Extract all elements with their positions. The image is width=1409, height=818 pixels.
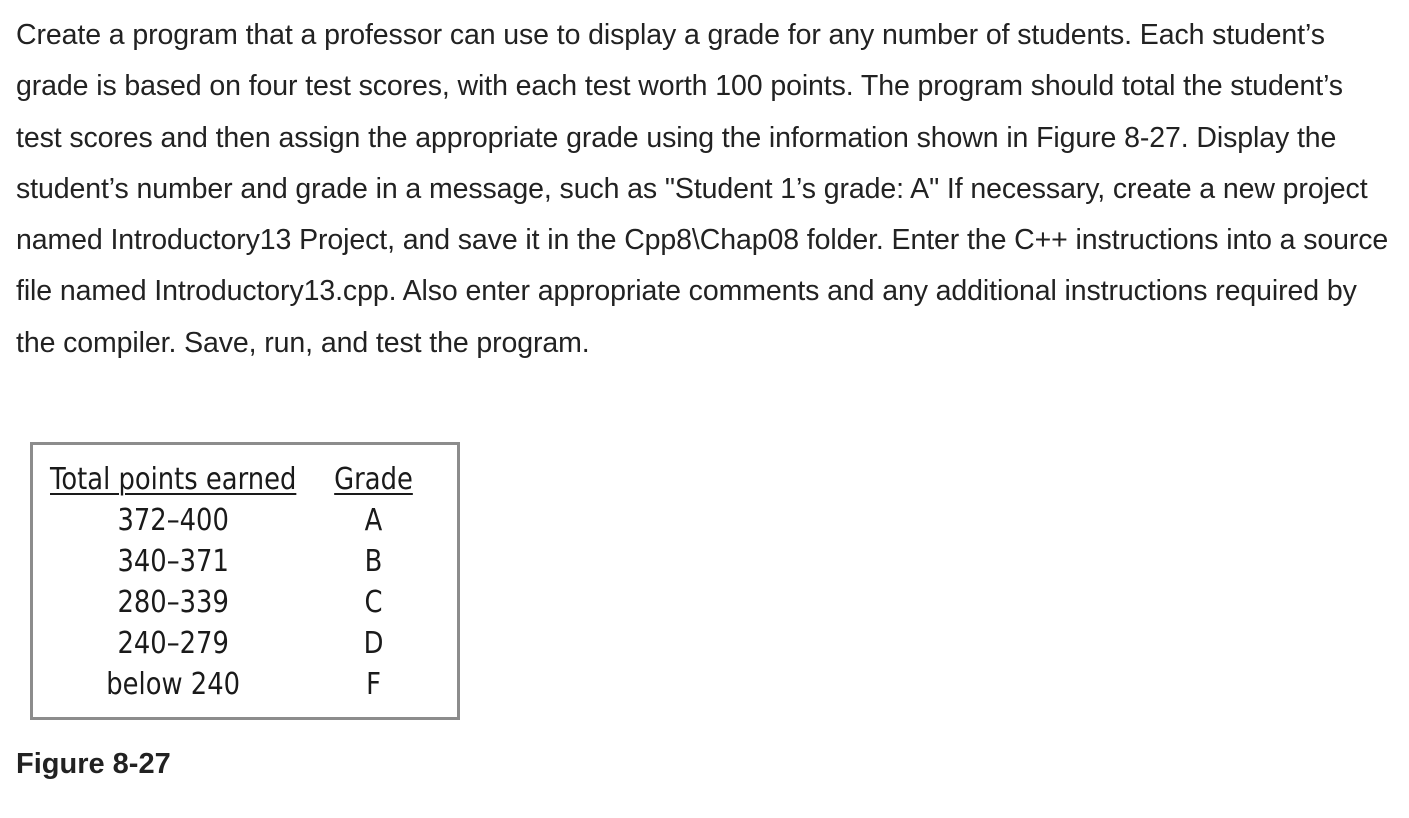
problem-statement: Create a program that a professor can use to display a grade for any number of students. Each student’s grade is based on four test scores, with each test worth 100 points. The program should total the student’s test scores and then assign the appropriate grade using the information shown in Figure 8-27. Display the student’s number and grade in a message, such as "Student 1’s grade: A" If necessary, create a new project named Introductory13 Project, and save it in the Cpp8\Chap08 folder. Enter the C++ instructions into a source file named Introductory13.cpp. Also enter appropriate comments and any additional instructions required by the compiler. Save, run, and test the program. (16, 19, 1389, 359)
points-range-cell: below 240 (106, 667, 241, 702)
table-header-row (50, 459, 413, 500)
grade-cell: A (364, 503, 383, 538)
figure-8-27-box (30, 442, 460, 720)
table-row (50, 623, 413, 664)
header-total-points-earned: Total points earned (50, 462, 297, 497)
points-range-cell: 372–400 (117, 503, 229, 538)
grade-cell: C (364, 585, 383, 620)
header-grade: Grade (334, 462, 413, 497)
table-row (50, 664, 413, 705)
points-range-cell: 240–279 (117, 626, 229, 661)
figure-caption: Figure 8-27 (16, 748, 171, 780)
table-row (50, 500, 413, 541)
grade-cell: F (366, 667, 381, 702)
table-row (50, 541, 413, 582)
grade-scale-table (50, 459, 413, 705)
grade-cell: D (363, 626, 384, 661)
grade-cell: B (364, 544, 383, 579)
table-row (50, 582, 413, 623)
points-range-cell: 280–339 (117, 585, 229, 620)
points-range-cell: 340–371 (117, 544, 229, 579)
